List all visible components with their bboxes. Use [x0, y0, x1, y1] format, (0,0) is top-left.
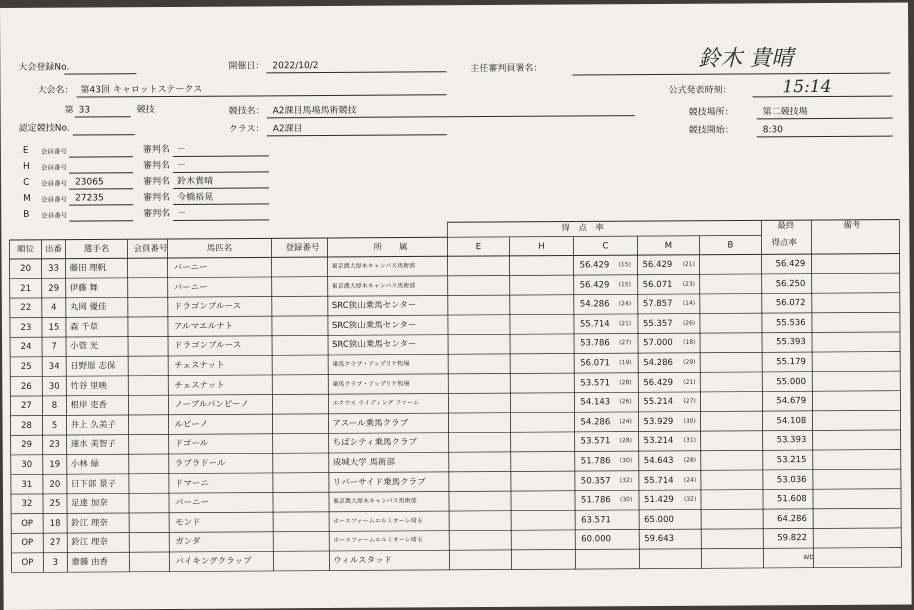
c-rank-cell: (28) — [619, 378, 632, 386]
grid-line — [10, 410, 900, 415]
date-value: 2022/10/2 — [272, 61, 319, 72]
m-score-cell: 55.214 — [643, 397, 674, 408]
judge-name: 鈴木貴晴 — [177, 176, 214, 187]
judge-position: C — [23, 177, 30, 188]
affiliation-cell: ウィルスタッド — [333, 555, 393, 566]
grid-line — [10, 371, 900, 376]
rank-cell: 30 — [21, 459, 33, 470]
cert-no-label: 認定競技No. — [18, 123, 70, 134]
order-cell: 29 — [48, 283, 60, 294]
final-score-cell: 53.036 — [776, 474, 807, 485]
judge-name: － — [176, 144, 186, 155]
col-e-header: E — [475, 242, 482, 253]
order-cell: 18 — [49, 518, 61, 529]
m-score-cell: 54.643 — [643, 455, 674, 467]
grid-line — [10, 293, 900, 298]
order-cell: 19 — [49, 459, 61, 470]
order-cell: 25 — [49, 498, 61, 509]
col-horse-header: 馬匹名 — [206, 243, 233, 254]
judge-member-label: 会員番号 — [41, 195, 68, 204]
final-score-cell: 59.822 — [777, 533, 808, 544]
affiliation-cell: SRC狭山乗馬センター — [331, 320, 417, 331]
c-rank-cell: (19) — [619, 359, 632, 367]
c-score-cell: 53.571 — [580, 377, 611, 389]
c-rank-cell: (21) — [618, 319, 632, 328]
horse-cell: バイキングクラップ — [175, 556, 252, 567]
judge-member-label: 会員番号 — [41, 179, 68, 188]
affiliation-cell: リバーサイド乗馬クラブ — [332, 477, 426, 488]
rider-cell: 日下部 景子 — [70, 478, 117, 490]
final-score-cell: 53.215 — [776, 455, 807, 466]
judge-position: E — [22, 145, 29, 156]
grid-line — [271, 238, 273, 571]
m-score-cell: 55.714 — [643, 475, 674, 486]
grid-line — [11, 508, 901, 513]
affiliation-cell: 東京農大厚木キャンパス馬術部 — [333, 497, 417, 506]
event-label: 大会名： — [37, 85, 74, 96]
horse-cell: ドマーニ — [174, 478, 209, 489]
rider-cell: 竹谷 里映 — [70, 380, 108, 392]
rank-cell: 27 — [20, 401, 32, 412]
grid-line — [11, 548, 901, 553]
col-rank-header: 順位 — [16, 244, 35, 255]
grid-line — [509, 237, 511, 570]
rank-cell: 24 — [20, 342, 32, 353]
grid-line — [811, 220, 813, 568]
c-rank-cell: (30) — [619, 496, 633, 504]
rider-cell: 鈴江 理奈 — [71, 518, 108, 529]
col-reg-no-header: 登録番号 — [285, 243, 320, 254]
judge-position: H — [22, 161, 30, 172]
c-rank-cell: (27) — [619, 339, 632, 347]
m-score-cell: 57.000 — [643, 338, 673, 349]
judge-member-label: 会員番号 — [40, 147, 67, 156]
rider-cell: 藤田 理帆 — [69, 263, 107, 274]
m-score-cell: 54.286 — [643, 357, 673, 369]
judge-name-label: 審判名 — [143, 192, 171, 204]
grid-line — [10, 273, 900, 278]
final-score-cell: 56.250 — [775, 278, 806, 289]
c-rank-cell: (15) — [618, 261, 631, 269]
class-label: クラス： — [228, 124, 265, 135]
c-rank-cell: (28) — [619, 437, 633, 445]
m-rank-cell: (27) — [683, 397, 696, 406]
grid-line — [10, 332, 900, 337]
rank-cell: OP — [21, 538, 34, 549]
c-score-cell: 56.429 — [579, 260, 610, 271]
order-cell: 3 — [52, 557, 59, 568]
c-score-cell: 54.286 — [579, 299, 610, 310]
grid-line — [10, 352, 900, 357]
col-order-header: 出番 — [44, 244, 63, 255]
judge-member-label: 会員番号 — [41, 211, 68, 220]
col-c-header: C — [602, 241, 609, 252]
official-time-value: 15:14 — [782, 76, 832, 98]
m-rank-cell: (30) — [683, 417, 696, 425]
affiliation-cell: ホースファームエルミオーレ埼玉 — [333, 536, 423, 545]
judge-member-label: 会員番号 — [40, 163, 68, 172]
c-score-cell: 56.071 — [580, 358, 610, 369]
grid-line — [447, 220, 899, 223]
c-score-cell: 51.786 — [580, 456, 611, 467]
col-b-header: B — [727, 240, 734, 251]
horse-cell: ノーブルパンピーノ — [174, 399, 249, 411]
reg-no-label: 大会登録No. — [18, 62, 70, 73]
comp-no-suffix: 競技 — [136, 105, 155, 116]
judge-name: 今橋裕晃 — [177, 192, 214, 203]
final-score-cell: 53.393 — [776, 435, 807, 446]
final-score-cell: 64.286 — [777, 513, 807, 525]
remarks-header: 備考 — [843, 220, 861, 231]
c-rank-cell: (30) — [619, 457, 633, 465]
judge-member-no: 27235 — [75, 193, 104, 204]
rider-cell: 森 千草 — [69, 322, 99, 333]
affiliation-cell: アスール乗馬クラブ — [332, 418, 409, 429]
m-rank-cell: (32) — [683, 495, 697, 504]
order-cell: 8 — [51, 400, 58, 411]
start-label: 競技開始： — [688, 125, 734, 136]
affiliation-cell: 成城大学 馬術部 — [332, 457, 396, 468]
order-cell: 27 — [49, 538, 61, 549]
affiliation-cell: 乗馬クラブ・アップリケ牧場 — [332, 380, 410, 388]
horse-cell: モンド — [175, 517, 201, 528]
rider-cell: 伊藤 舞 — [69, 283, 98, 294]
c-score-cell: 54.286 — [580, 417, 611, 428]
rank-cell: 23 — [20, 322, 32, 333]
c-score-cell: 63.571 — [581, 515, 611, 526]
order-cell: 23 — [49, 440, 61, 451]
m-rank-cell: (23) — [682, 280, 696, 288]
horse-cell: ドラゴンブルース — [173, 301, 242, 313]
rider-cell: 齋藤 由香 — [71, 557, 109, 568]
horse-cell: ドラゴンブルース — [174, 340, 242, 352]
m-rank-cell: (21) — [682, 260, 695, 268]
final-header-line2: 得点率 — [771, 238, 797, 249]
m-score-cell: 53.929 — [643, 416, 674, 427]
final-score-cell: 55.393 — [776, 337, 806, 348]
affiliation-cell: ホースファームエルミオーレ埼玉 — [333, 517, 423, 525]
results-table — [0, 2, 912, 610]
comp-no-prefix: 第 — [64, 105, 74, 116]
m-rank-cell: (18) — [683, 339, 696, 347]
c-score-cell: 53.786 — [580, 338, 610, 349]
score-group-header: 得 点 率 — [561, 223, 604, 234]
m-score-cell: 56.429 — [642, 259, 673, 271]
horse-cell: バーニー — [173, 262, 208, 273]
rank-cell: 26 — [20, 381, 32, 392]
grid-line — [11, 528, 901, 533]
final-score-cell: 55.179 — [776, 357, 806, 368]
grid-line — [573, 237, 575, 570]
final-score-cell: 54.108 — [776, 415, 807, 427]
rank-cell: OP — [21, 557, 34, 568]
horse-cell: アルマエルナト — [173, 321, 234, 332]
horse-cell: ルビーノ — [174, 419, 209, 430]
grid-line — [761, 220, 763, 568]
grid-line — [899, 220, 901, 568]
horse-cell: バーニー — [174, 497, 210, 509]
c-score-cell: 54.143 — [580, 397, 611, 408]
c-rank-cell: (24) — [618, 300, 632, 308]
final-score-cell: 54.679 — [776, 396, 807, 407]
affiliation-cell: ちばシティ乗馬クラブ — [332, 437, 418, 449]
judge-name-label: 審判名 — [143, 176, 171, 188]
affiliation-cell: 乗馬クラブ・アップリケ牧場 — [332, 360, 410, 368]
rank-cell: 29 — [21, 440, 33, 451]
col-m-header: M — [664, 240, 673, 251]
rider-cell: 速水 美智子 — [70, 439, 116, 450]
order-cell: 7 — [51, 342, 57, 353]
comp-name-value: A2課目馬場馬術競技 — [272, 105, 357, 117]
rank-cell: 25 — [20, 361, 32, 372]
grid-line — [11, 489, 901, 494]
rank-cell: OP — [21, 518, 34, 529]
c-score-cell: 56.429 — [579, 279, 610, 291]
affiliation-cell: 東京農大厚木キャンパス馬術部 — [331, 282, 416, 290]
official-time-label: 公式発表時刻： — [668, 85, 732, 96]
order-cell: 34 — [48, 361, 60, 372]
grid-line — [167, 239, 169, 572]
m-rank-cell: (14) — [682, 299, 696, 308]
grid-line — [447, 222, 449, 570]
m-score-cell: 57.857 — [642, 299, 673, 310]
c-rank-cell: (26) — [619, 398, 632, 406]
m-score-cell: 55.357 — [642, 318, 673, 329]
affiliation-cell: SRC狭山乗馬センター — [332, 339, 417, 351]
c-rank-cell: (24) — [619, 417, 632, 426]
horse-cell: ラブラドール — [174, 458, 226, 469]
m-rank-cell: (29) — [683, 358, 696, 366]
affiliation-cell: 東京農大厚木キャンパス馬術部 — [331, 262, 416, 270]
final-score-cell: 55.000 — [776, 376, 807, 387]
chief-judge-label: 主任審判員署名： — [470, 63, 543, 75]
order-cell: 15 — [48, 322, 60, 333]
grid-line — [10, 312, 900, 317]
rider-cell: 丸岡 優佳 — [69, 302, 107, 313]
rank-cell: 21 — [20, 283, 32, 294]
rider-cell: 鈴江 理奈 — [71, 537, 109, 548]
rank-cell: 31 — [21, 479, 33, 490]
rank-cell: 22 — [20, 303, 32, 314]
c-rank-cell: (15) — [618, 280, 632, 288]
rank-cell: 28 — [21, 420, 32, 431]
c-score-cell: 55.714 — [579, 319, 610, 330]
comp-name-label: 競技名： — [228, 106, 265, 117]
m-score-cell: 56.071 — [642, 279, 673, 290]
rider-cell: 小林 緑 — [70, 459, 100, 470]
start-value: 8:30 — [762, 125, 784, 136]
final-score-cell: 51.608 — [776, 494, 807, 505]
comp-no-value: 33 — [78, 105, 91, 116]
col-affiliation-header: 所 属 — [373, 242, 408, 253]
grid-line — [11, 469, 901, 474]
m-score-cell: 53.214 — [643, 436, 674, 447]
rider-cell: 日野原 志保 — [70, 361, 116, 372]
c-score-cell: 51.786 — [580, 495, 611, 506]
judge-position: B — [23, 209, 30, 220]
final-header-line1: 最終 — [777, 221, 795, 232]
judge-name-label: 審判名 — [143, 208, 171, 220]
order-cell: 5 — [51, 420, 58, 431]
m-rank-cell: (31) — [683, 437, 697, 445]
order-cell: 4 — [51, 302, 57, 313]
m-score-cell: 51.429 — [643, 495, 674, 506]
horse-cell: ドゴール — [174, 439, 209, 450]
venue-value: 第二競技場 — [762, 107, 808, 118]
rider-cell: 井上 久美子 — [70, 420, 116, 431]
rank-cell: 20 — [20, 263, 32, 274]
horse-cell: チェスナット — [174, 380, 225, 391]
grid-line — [65, 240, 67, 573]
order-cell: 20 — [49, 479, 61, 490]
final-score-cell: 56.072 — [775, 298, 806, 309]
event-value: 第43回 キャロットステークス — [80, 84, 203, 96]
c-rank-cell: (32) — [619, 476, 633, 484]
c-score-cell: 53.571 — [580, 436, 611, 447]
horse-cell: ガンダ — [175, 537, 201, 548]
judge-member-no: 23065 — [75, 177, 104, 188]
grid-line — [10, 391, 900, 396]
judge-name-label: 審判名 — [142, 144, 170, 156]
col-rider-header: 選手名 — [83, 244, 110, 255]
rider-cell: 足達 加奈 — [70, 498, 108, 509]
chief-judge-signature: 鈴木 貴晴 — [698, 46, 794, 72]
m-rank-cell: (21) — [683, 378, 696, 386]
rank-cell: 32 — [21, 498, 33, 510]
m-rank-cell: (26) — [682, 319, 696, 327]
horse-cell: バーニー — [173, 282, 208, 293]
results-sheet — [0, 2, 912, 610]
rider-cell: 小管 光 — [70, 341, 99, 352]
m-score-cell: 56.429 — [643, 377, 674, 388]
m-rank-cell: (28) — [683, 456, 697, 464]
order-cell: 30 — [48, 381, 60, 392]
order-cell: 33 — [48, 263, 60, 274]
grid-line — [127, 239, 129, 572]
affiliation-cell: エクウス ライディング ファーム — [332, 399, 420, 408]
judge-name-label: 審判名 — [142, 160, 171, 172]
judge-position: M — [23, 193, 31, 204]
horse-cell: チェスナット — [174, 360, 225, 371]
final-score-cell: 55.536 — [775, 317, 806, 329]
col-member-no-header: 会員番号 — [133, 243, 168, 255]
judge-name: － — [176, 160, 187, 171]
m-score-cell: 65.000 — [644, 514, 674, 525]
grid-line — [11, 450, 901, 455]
c-score-cell: 50.357 — [580, 475, 611, 487]
affiliation-cell: SRC狭山乗馬センター — [331, 300, 417, 312]
note-cell: WD — [803, 554, 814, 562]
grid-line — [637, 236, 639, 569]
final-score-cell: 56.429 — [775, 259, 806, 270]
grid-line — [11, 567, 901, 572]
class-value: A2課目 — [272, 124, 303, 135]
date-label: 開催日： — [228, 61, 265, 72]
judge-name: － — [177, 208, 187, 219]
grid-line — [699, 236, 701, 569]
grid-line — [11, 430, 901, 435]
c-score-cell: 60.000 — [581, 534, 612, 545]
venue-label: 競技場所： — [688, 107, 734, 118]
m-score-cell: 59.643 — [644, 534, 675, 545]
grid-line — [327, 238, 329, 571]
m-rank-cell: (24) — [683, 476, 697, 484]
col-h-header: H — [538, 241, 545, 252]
rider-cell: 根岸 吏香 — [70, 400, 108, 411]
